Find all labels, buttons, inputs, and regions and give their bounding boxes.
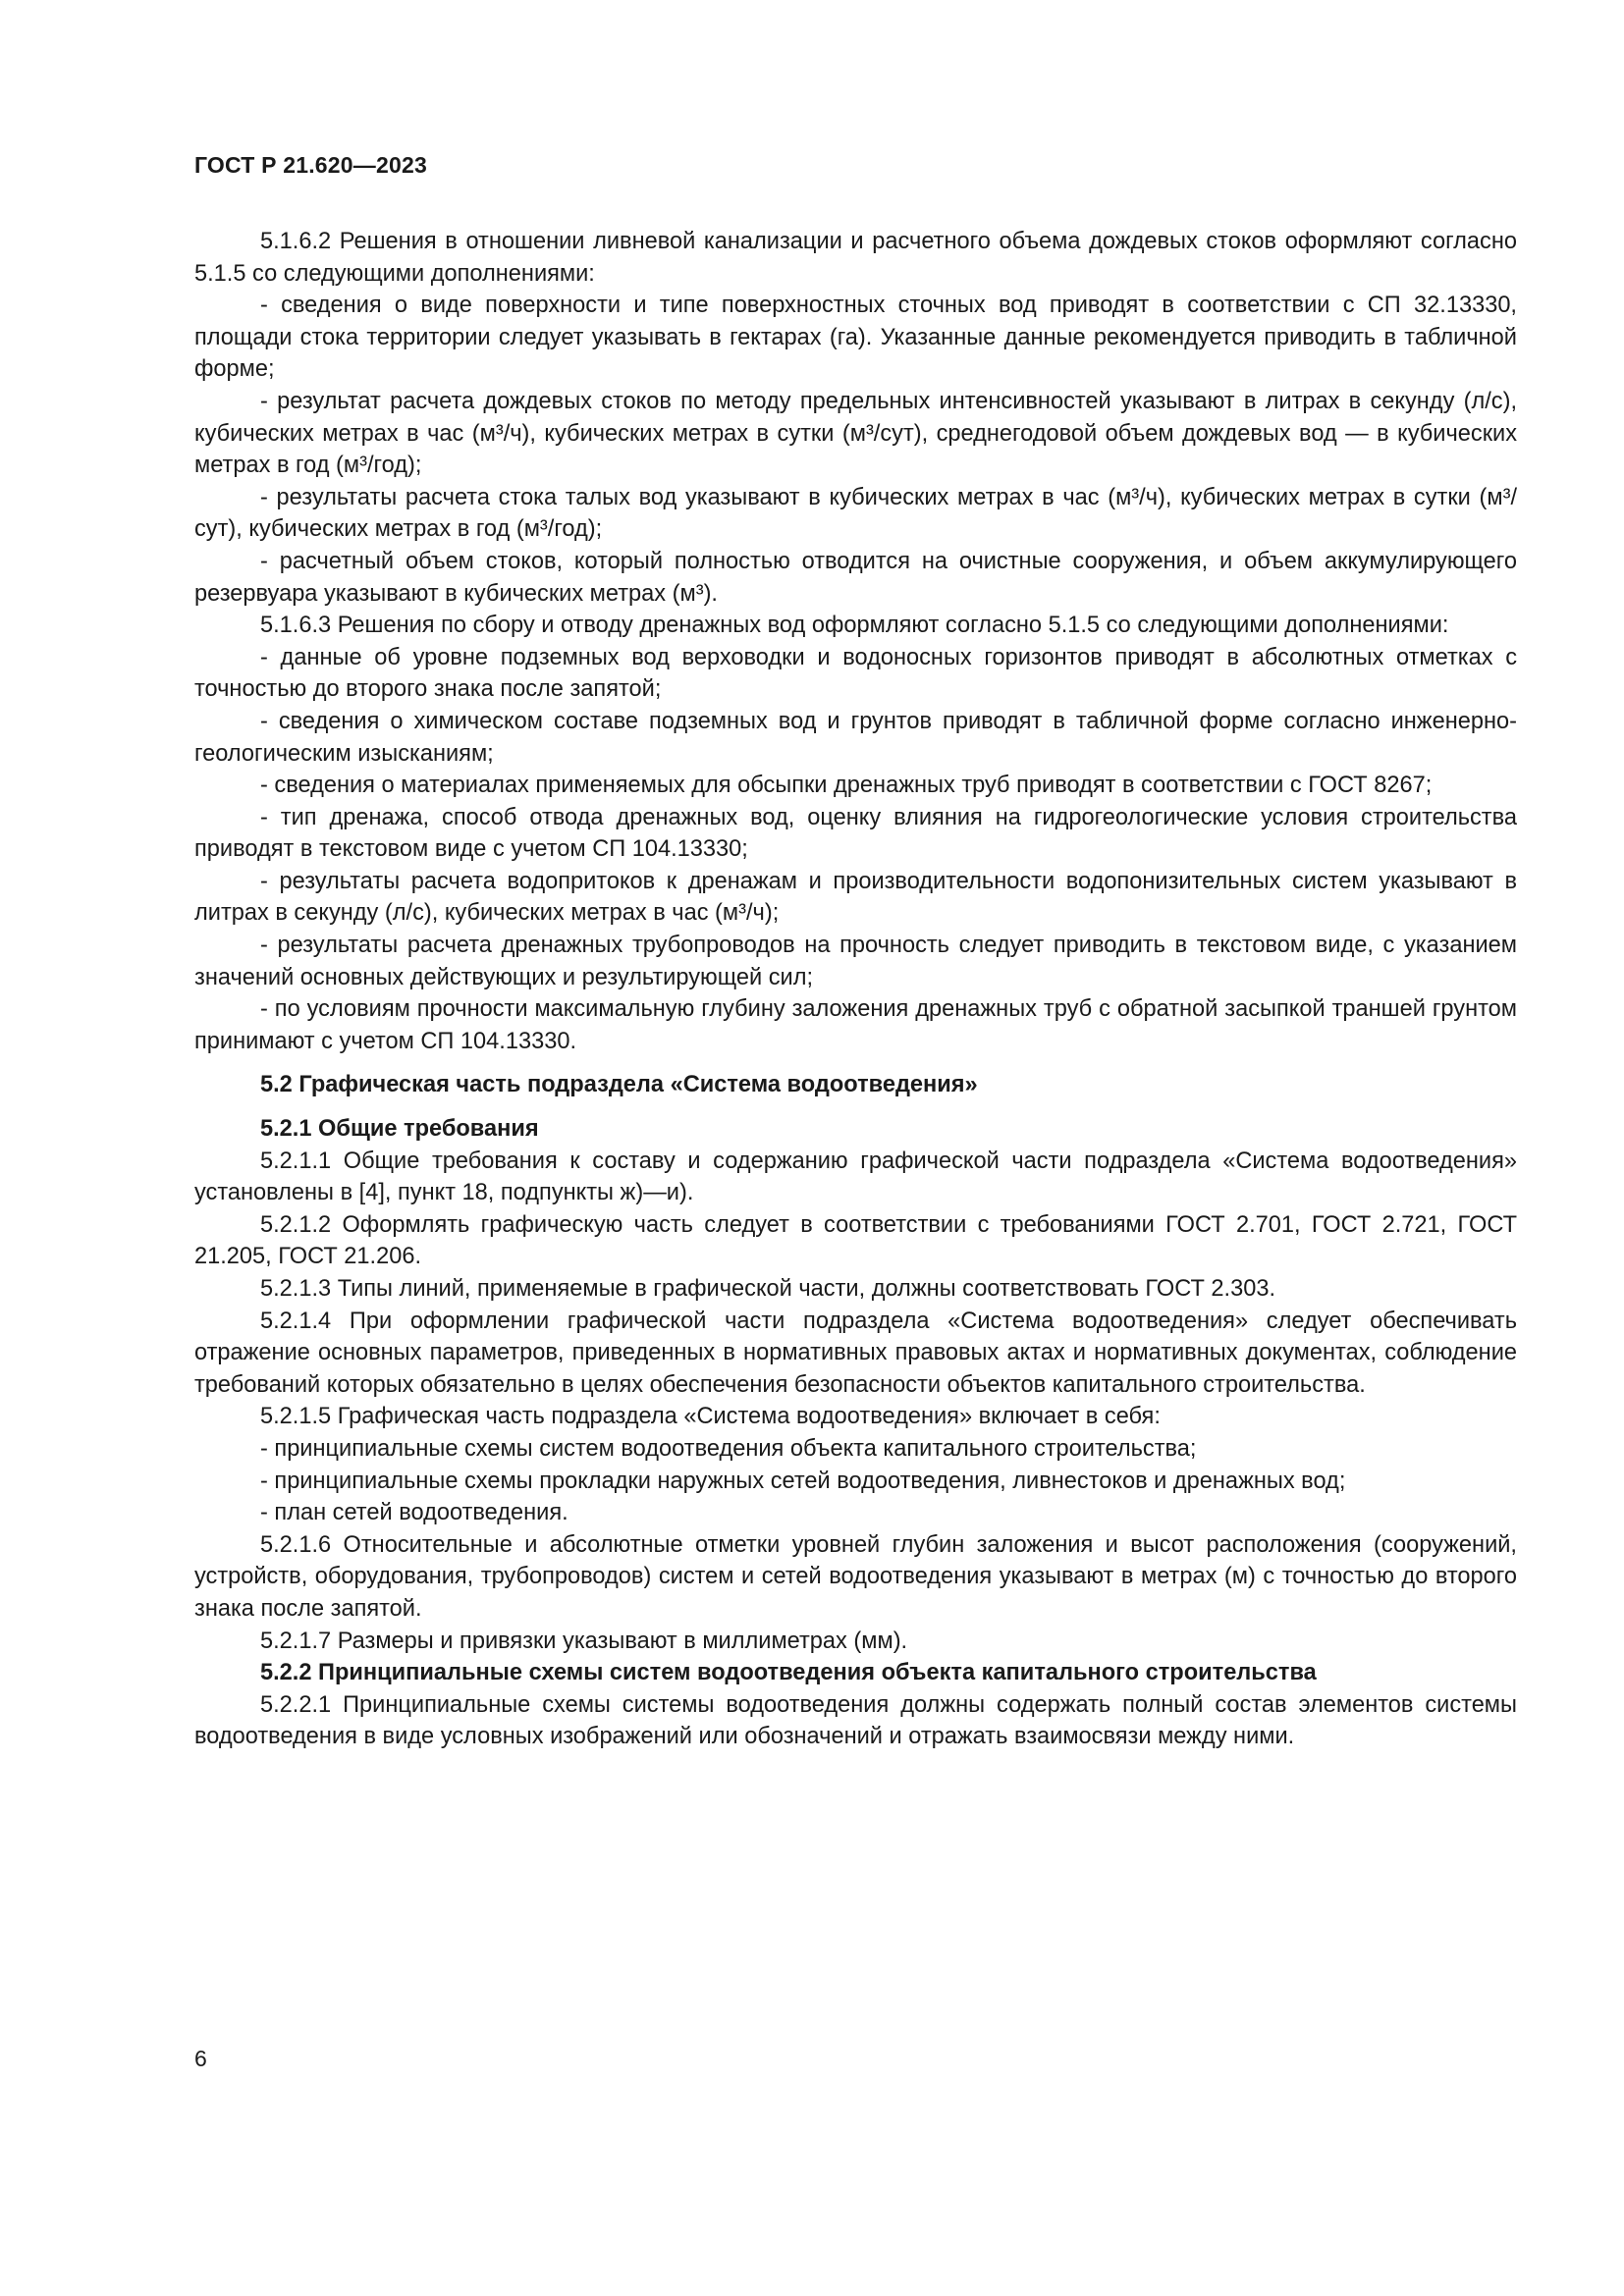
section-heading-5-2: 5.2 Графическая часть подраздела «Система водоотведения» — [260, 1072, 978, 1098]
list-item: - план сетей водоотведения. — [260, 1500, 568, 1526]
list-item: - результаты расчета водопритоков к дренажам и производительности водопонизительных систем указывают в литрах в секунду (л/с), кубических метрах в час (м³/ч); — [194, 868, 1517, 927]
list-item: - результаты расчета стока талых вод указывают в кубических метрах в час (м³/ч), кубических метрах в сутки (м³/сут), кубических метрах в год (м³/год); — [194, 484, 1517, 543]
subsection-heading-5-2-2: 5.2.2 Принципиальные схемы систем водоотведения объекта капитального строительства — [260, 1660, 1317, 1686]
list-item: - сведения о виде поверхности и типе поверхностных сточных вод приводят в соответствии с СП 32.13330, площади стока территории следует указывать в гектарах (га). Указанные данные рекомендуется приводить в табличной форме; — [194, 293, 1517, 383]
paragraph-5-2-1-6: 5.2.1.6 Относительные и абсолютные отметки уровней глубин заложения и высот расположения (сооружений, устройств, оборудования, трубопроводов) систем и сетей водоотведения указывают в метрах (м) с точностью до второго знака после запятой. — [194, 1531, 1517, 1622]
paragraph-5-2-2-1: 5.2.2.1 Принципиальные схемы системы водоотведения должны содержать полный состав элементов системы водоотведения в виде условных изображений или обозначений и отражать взаимосвязи между ними. — [194, 1691, 1517, 1750]
list-item: - сведения о химическом составе подземных вод и грунтов приводят в табличной форме согласно инженерно-геологическим изысканиям; — [194, 708, 1517, 767]
paragraph-5-2-1-4: 5.2.1.4 При оформлении графической части подраздела «Система водоотведения» следует обеспечивать отражение основных параметров, приведенных в нормативных правовых актах и нормативных документах, соблюдение требований которых обязательно в целях обеспечения безопасности объектов капитального строительства. — [194, 1308, 1517, 1398]
list-item: - по условиям прочности максимальную глубину заложения дренажных труб с обратной засыпкой траншей грунтом принимают с учетом СП 104.13330. — [194, 996, 1517, 1054]
list-item: - расчетный объем стоков, который полностью отводится на очистные сооружения, и объем аккумулирующего резервуара указывают в кубических метрах (м³). — [194, 548, 1517, 607]
page-number: 6 — [194, 2046, 207, 2071]
paragraph-5-1-6-2: 5.1.6.2 Решения в отношении ливневой канализации и расчетного объема дождевых стоков оформляют согласно 5.1.5 со следующими дополнениями: — [194, 229, 1517, 287]
list-item: - принципиальные схемы прокладки наружных сетей водоотведения, ливнестоков и дренажных вод; — [260, 1468, 1346, 1494]
list-item: - принципиальные схемы систем водоотведения объекта капитального строительства; — [260, 1435, 1197, 1462]
paragraph-5-2-1-1: 5.2.1.1 Общие требования к составу и содержанию графической части подраздела «Система водоотведения» установлены в [4], пункт 18, подпункты ж)—и). — [194, 1148, 1517, 1206]
list-item: - тип дренажа, способ отвода дренажных вод, оценку влияния на гидрогеологические условия строительства приводят в текстовом виде с учетом СП 104.13330; — [194, 804, 1517, 863]
paragraph-5-2-1-2: 5.2.1.2 Оформлять графическую часть следует в соответствии с требованиями ГОСТ 2.701, ГОСТ 2.721, ГОСТ 21.205, ГОСТ 21.206. — [194, 1211, 1517, 1270]
subsection-heading-5-2-1: 5.2.1 Общие требования — [260, 1116, 539, 1143]
document-header: ГОСТ Р 21.620—2023 — [194, 152, 427, 178]
paragraph-5-2-1-3: 5.2.1.3 Типы линий, применяемые в графической части, должны соответствовать ГОСТ 2.303. — [260, 1276, 1276, 1302]
list-item: - данные об уровне подземных вод верховодки и водоносных горизонтов приводят в абсолютных отметках с точностью до второго знака после запятой; — [194, 644, 1517, 703]
paragraph-5-2-1-5: 5.2.1.5 Графическая часть подраздела «Система водоотведения» включает в себя: — [260, 1404, 1161, 1430]
list-item: - сведения о материалах применяемых для обсыпки дренажных труб приводят в соответствии с ГОСТ 8267; — [260, 773, 1433, 799]
document-body — [194, 226, 1517, 1753]
paragraph-5-1-6-3: 5.1.6.3 Решения по сбору и отводу дренажных вод оформляют согласно 5.1.5 со следующими дополнениями: — [260, 613, 1449, 639]
list-item: - результат расчета дождевых стоков по методу предельных интенсивностей указывают в литрах в секунду (л/с), кубических метрах в час (м³/ч), кубических метрах в сутки (м³/сут), среднегодовой объем дождевых вод — в кубических метрах в год (м³/год); — [194, 388, 1517, 479]
list-item: - результаты расчета дренажных трубопроводов на прочность следует приводить в текстовом виде, с указанием значений основных действующих и результирующей сил; — [194, 933, 1517, 990]
paragraph-5-2-1-7: 5.2.1.7 Размеры и привязки указывают в миллиметрах (мм). — [260, 1628, 908, 1654]
